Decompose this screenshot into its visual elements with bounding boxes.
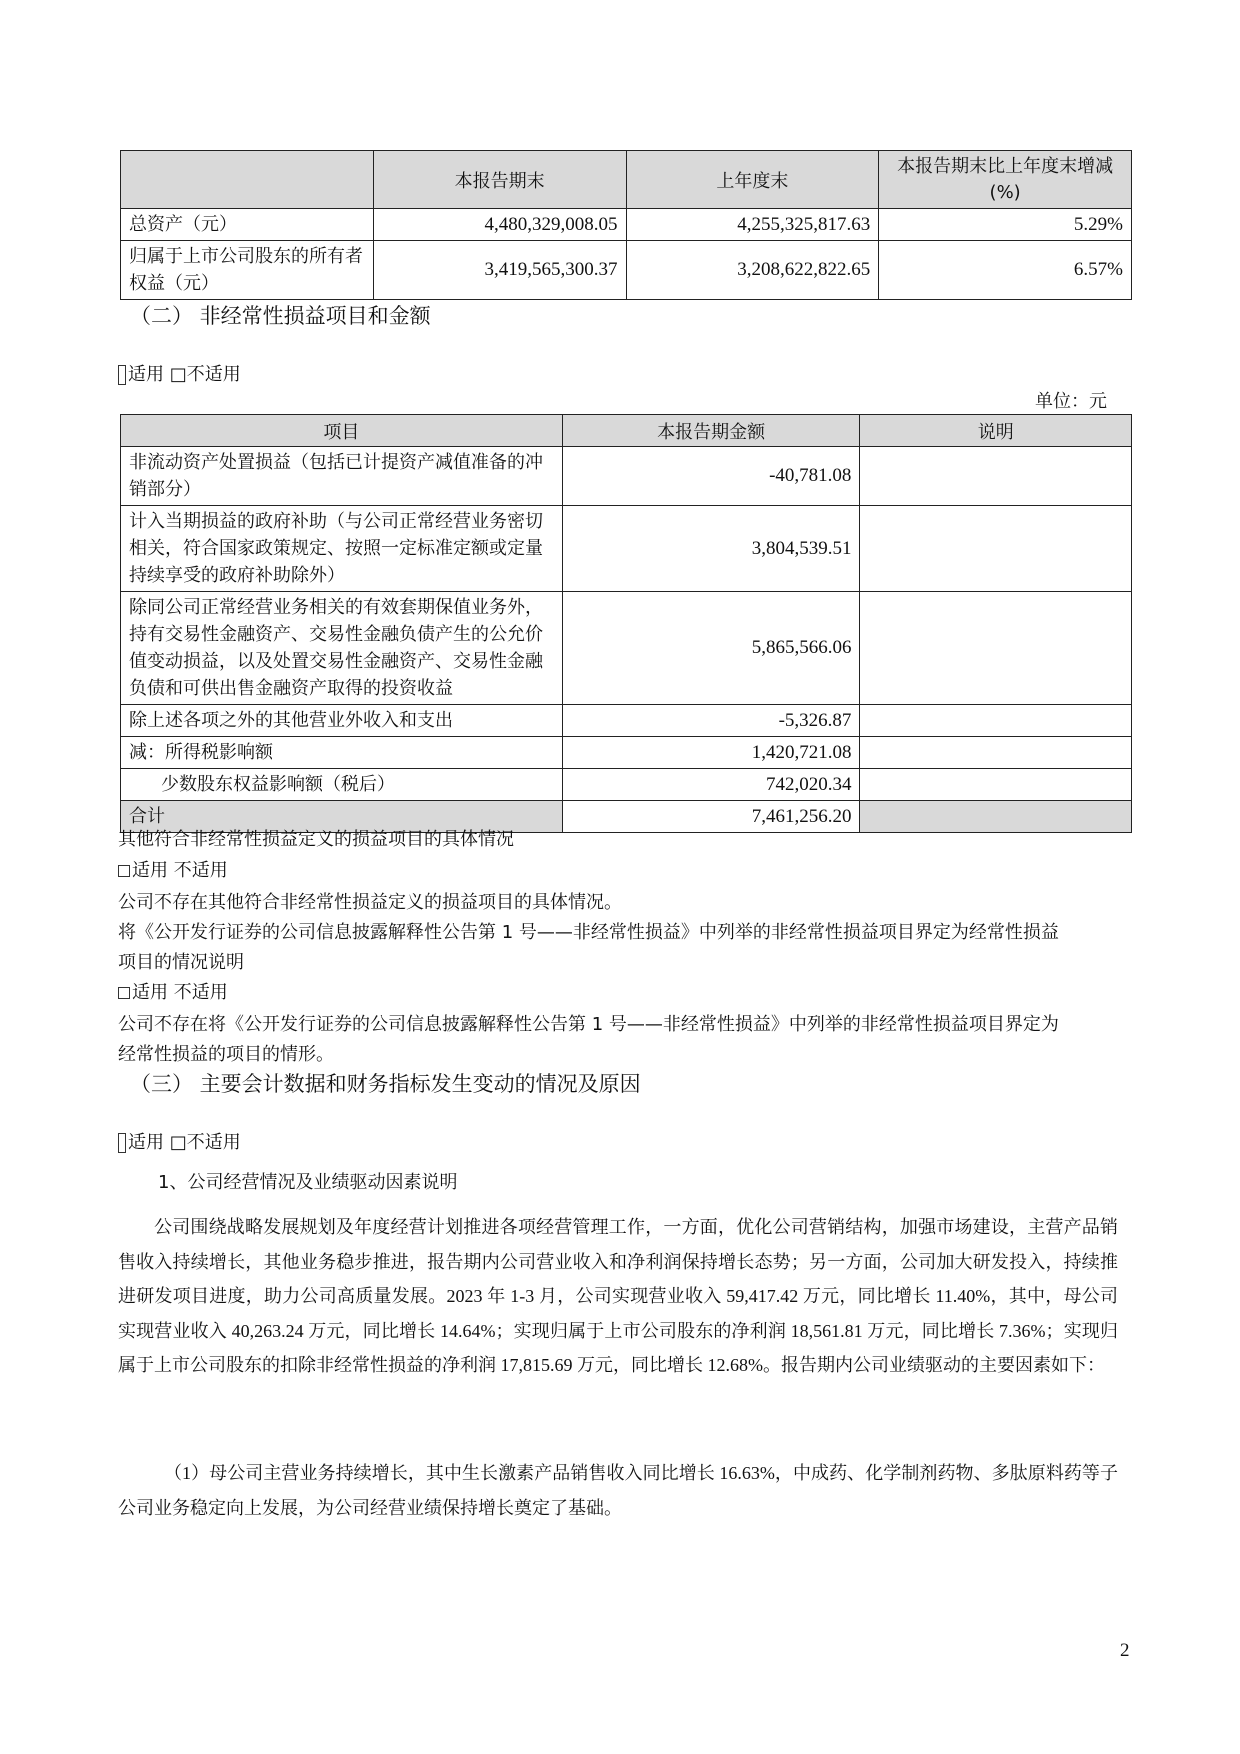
table2-header-item: 项目 [121,415,563,447]
table2-amount: 5,865,566.06 [562,592,860,705]
section3-applicability-text: 适用 □不适用 [128,1132,241,1153]
table1-header-current: 本报告期末 [373,151,626,209]
table1-row-current: 4,480,329,008.05 [373,209,626,241]
table2-item: 除上述各项之外的其他营业外收入和支出 [121,705,563,737]
table2-header-note: 说明 [860,415,1132,447]
table1-header-blank [121,151,374,209]
reclass-statement-line1: 公司不存在将《公开发行证券的公司信息披露解释性公告第 1 号——非经常性损益》中列举的非经常性损益项目界定为 [118,1014,1059,1035]
table1-row-change: 6.57% [879,241,1132,300]
reclass-applicability [118,978,228,1004]
table2-note [860,769,1132,801]
section2-applicability [118,360,241,386]
other-items-applicability [118,856,228,882]
table2-note [860,447,1132,506]
section2-title: （二） 非经常性损益项目和金额 [130,304,431,328]
table1-row-change: 5.29% [879,209,1132,241]
checkbox-icon [118,865,130,877]
reclass-title-line1: 将《公开发行证券的公司信息披露解释性公告第 1 号——非经常性损益》中列举的非经常性损益项目界定为经常性损益 [118,922,1059,943]
section3-title: （三） 主要会计数据和财务指标发生变动的情况及原因 [130,1072,641,1096]
other-items-statement: 公司不存在其他符合非经常性损益定义的损益项目的具体情况。 [118,892,622,913]
non-recurring-items-table [120,414,1132,833]
table2-note [860,592,1132,705]
table2-amount: 3,804,539.51 [562,506,860,592]
table2-item: 少数股东权益影响额（税后） [121,769,563,801]
page-number: 2 [1120,1640,1130,1661]
table1-header-prior: 上年度末 [626,151,879,209]
section3-applicability [118,1128,241,1154]
table1-row-label: 归属于上市公司股东的所有者权益（元） [121,241,374,300]
table2-amount: 742,020.34 [562,769,860,801]
table2-item: 减：所得税影响额 [121,737,563,769]
checkbox-icon [118,1133,126,1153]
reclass-title-line2: 项目的情况说明 [118,952,244,973]
table1-row-label: 总资产（元） [121,209,374,241]
table2-amount: -40,781.08 [562,447,860,506]
table2-note [860,737,1132,769]
table2-total-amount: 7,461,256.20 [562,801,860,833]
unit-label: 单位：元 [1035,391,1107,412]
table1-row-prior: 3,208,622,822.65 [626,241,879,300]
table1-row-prior: 4,255,325,817.63 [626,209,879,241]
table1-header-change: 本报告期末比上年度末增减(%) [879,151,1132,209]
table2-item: 非流动资产处置损益（包括已计提资产减值准备的冲销部分） [121,447,563,506]
table2-header-amount: 本报告期金额 [562,415,860,447]
section3-subtitle: 1、公司经营情况及业绩驱动因素说明 [158,1172,458,1193]
table2-total-label: 合计 [121,801,563,833]
other-items-title: 其他符合非经常性损益定义的损益项目的具体情况 [118,829,514,850]
balance-summary-table [120,150,1132,300]
table2-note [860,705,1132,737]
table2-item: 除同公司正常经营业务相关的有效套期保值业务外，持有交易性金融资产、交易性金融负债产生的公允价值变动损益，以及处置交易性金融资产、交易性金融负债和可供出售金融资产取得的投资收益 [121,592,563,705]
section2-applicability-text: 适用 □不适用 [128,364,241,385]
section3-paragraph-2: （1）母公司主营业务持续增长，其中生长激素产品销售收入同比增长 16.63%，中成药、化学制剂药物、多肽原料药等子公司业务稳定向上发展，为公司经营业绩保持增长奠定了基础。 [118,1463,1118,1518]
reclass-applicability-text: 适用 不适用 [132,982,228,1003]
checkbox-icon [118,365,126,385]
table2-total-note [860,801,1132,833]
other-items-applicability-text: 适用 不适用 [132,860,228,881]
table2-amount: -5,326.87 [562,705,860,737]
table1-row-current: 3,419,565,300.37 [373,241,626,300]
checkbox-icon [118,987,130,999]
table2-item: 计入当期损益的政府补助（与公司正常经营业务密切相关，符合国家政策规定、按照一定标准定额或定量持续享受的政府补助除外） [121,506,563,592]
reclass-statement-line2: 经常性损益的项目的情形。 [118,1044,334,1065]
section3-paragraph-1: 公司围绕战略发展规划及年度经营计划推进各项经营管理工作，一方面，优化公司营销结构，加强市场建设，主营产品销售收入持续增长，其他业务稳步推进，报告期内公司营业收入和净利润保持增长态势；另一方面，公司加大研发投入，持续推进研发项目进度，助力公司高质量发展。2023 年 1-3 月，公司实现营业收入 59,417.42 万元，同比增长 11.40%，其中，母公司实现营业收入 40,263.24 万元，同比增长 14.64%；实现归属于上市公司股东的净利润 18,561.81 万元，同比增长 7.36%；实现归属于上市公司股东的扣除非经常性损益的净利润 17,815.69 万元，同比增长 12.68%。报告期内公司业绩驱动的主要因素如下： [118,1217,1118,1375]
table2-amount: 1,420,721.08 [562,737,860,769]
table2-note [860,506,1132,592]
